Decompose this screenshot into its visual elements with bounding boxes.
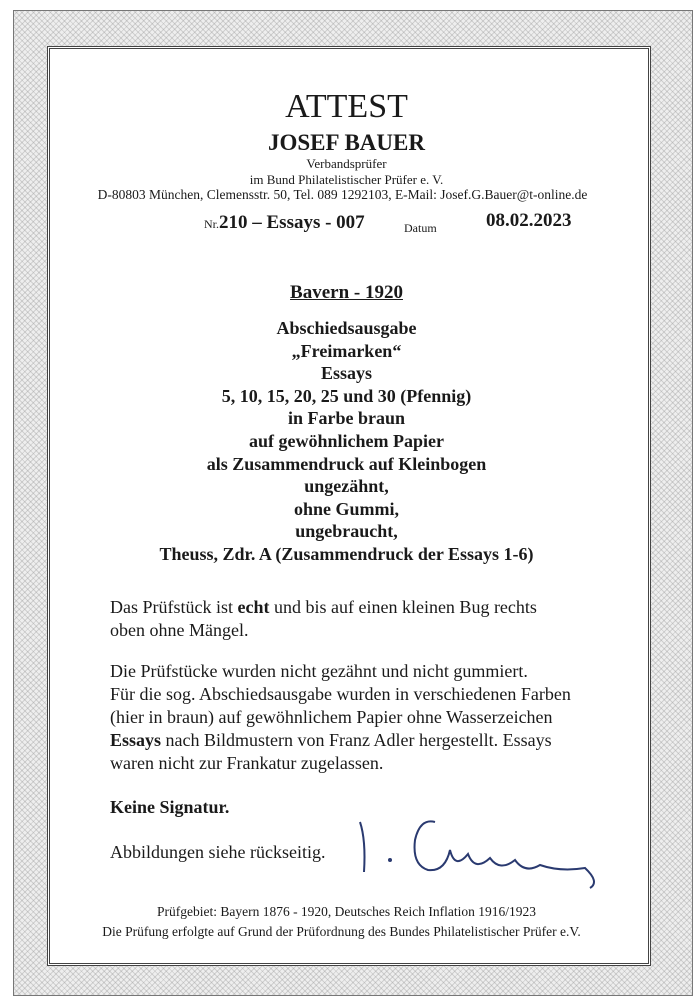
subject-line: in Farbe braun xyxy=(287,408,406,429)
paragraph-info-1: Die Prüfstücke wurden nicht gezähnt und nicht gummiert. xyxy=(110,661,528,681)
address: D-80803 München, Clemensstr. 50, Tel. 089 1292103, E-Mail: Josef.G.Bauer@t-online.de xyxy=(97,187,588,202)
subject-line: 5, 10, 15, 20, 25 und 30 (Pfennig) xyxy=(221,385,472,406)
paragraph-info-4: Essays nach Bildmustern von Franz Adler hergestellt. Essays xyxy=(110,730,552,750)
subject-line: „Freimarken“ xyxy=(291,340,402,361)
footer-rules: Die Prüfung erfolgte auf Grund der Prüfordnung des Bundes Philatelistischer Prüfer e.V. xyxy=(102,924,581,939)
subject-line: ungezähnt, xyxy=(304,476,389,497)
paragraph-condition-end: oben ohne Mängel. xyxy=(110,620,249,640)
paragraph-condition: Das Prüfstück ist echt und bis auf einen kleinen Bug rechts xyxy=(110,597,537,617)
number-value: 210 – Essays - 007 xyxy=(219,212,365,233)
association: im Bund Philatelistischer Prüfer e. V. xyxy=(249,172,444,187)
date-label: Datum xyxy=(404,221,437,235)
subject-line: Theuss, Zdr. A (Zusammendruck der Essays 1-6) xyxy=(159,544,534,564)
paragraph-info-2: Für die sog. Abschiedsausgabe wurden in verschiedenen Farben xyxy=(110,684,571,704)
subject-heading: Bavern - 1920 xyxy=(290,282,403,303)
subject-line: als Zusammendruck auf Kleinbogen xyxy=(206,453,487,474)
subject-line: auf gewöhnlichem Papier xyxy=(249,431,444,451)
examiner-name: JOSEF BAUER xyxy=(268,130,425,155)
certificate-number xyxy=(204,212,365,234)
images-note: Abbildungen siehe rückseitig. xyxy=(110,842,326,862)
date-value: 08.02.2023 xyxy=(486,210,572,231)
footer-scope: Prüfgebiet: Bayern 1876 - 1920, Deutsches Reich Inflation 1916/1923 xyxy=(156,904,537,919)
subject-line: Abschiedsausgabe xyxy=(276,318,417,338)
paragraph-info-5: waren nicht zur Frankatur zugelassen. xyxy=(110,753,384,773)
signature-note: Keine Signatur. xyxy=(110,797,230,817)
handwritten-signature xyxy=(350,810,610,890)
nr-label: Nr. xyxy=(204,217,219,231)
subject-line: Essays xyxy=(320,363,373,384)
paragraph-info-3: (hier in braun) auf gewöhnlichem Papier ohne Wasserzeichen xyxy=(110,707,553,727)
document-title: ATTEST xyxy=(285,88,408,125)
subject-line: ohne Gummi, xyxy=(293,498,399,519)
examiner-role: Verbandsprüfer xyxy=(306,156,387,171)
subject-line: ungebraucht, xyxy=(295,521,398,542)
